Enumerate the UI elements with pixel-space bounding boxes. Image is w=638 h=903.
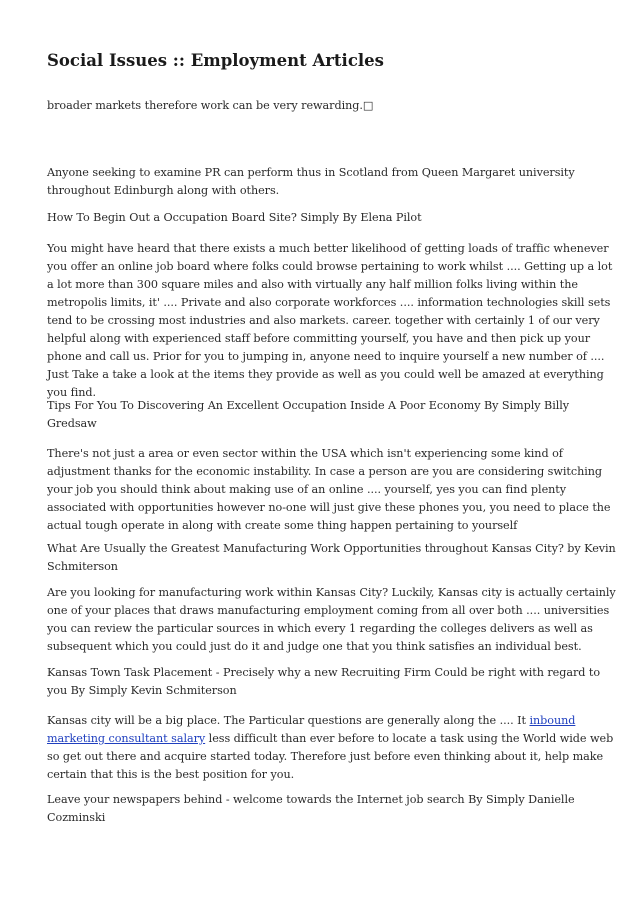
text-line [47,730,614,748]
text-line: helpful along with experienced staff before committing yourself, you have and then pick up your [47,332,591,345]
pr-scotland-paragraph [47,164,595,200]
text-line: phone and call us. Prior for you to jumping in, anyone need to inquire yourself a new number of .... [47,350,605,363]
text-line: Anyone seeking to examine PR can perform thus in Scotland from Queen Margaret university [47,166,575,179]
page-title: Social Issues :: Employment Articles [47,51,384,70]
text-line: Gredsaw [47,417,97,430]
text-line: Just Take a take a look at the items they provide as well as you could well be amazed at everything [47,368,604,381]
text-line: associated with opportunities however no-one will just give these phones you, you need to place the [47,501,611,514]
text-segment: Kansas city will be a big place. The Particular questions are generally along the .... It [47,714,530,727]
job-board-paragraph [47,240,613,402]
text-line: subsequent which you could just do it and judge one that you think satisfies an individual best. [47,640,582,653]
text-line: Are you looking for manufacturing work within Kansas City? Luckily, Kansas city is actually certainly [47,586,616,599]
text-line: metropolis limits, it' .... Private and also corporate workforces .... information technologies skill sets [47,296,611,309]
text-line: broader markets therefore work can be very rewarding.□ [47,99,374,112]
text-line: you offer an online job board where folks could browse pertaining to work whilst .... Getting up a lot [47,260,613,273]
text-line: a lot more than 300 square miles and also with virtually any half million folks living within the [47,278,578,291]
text-line: There's not just a area or even sector within the USA which isn't experiencing some kind of [47,447,563,460]
text-line: one of your places that draws manufacturing employment coming from all over both .... universities [47,604,610,617]
manufacturing-heading [47,540,616,576]
text-segment: less difficult than ever before to locate a task using the World wide web [205,732,614,745]
text-line: What Are Usually the Greatest Manufacturing Work Opportunities throughout Kansas City? by Kevin [47,542,616,555]
text-line: you can review the particular sources in which every 1 regarding the colleges delivers as well as [47,622,593,635]
text-line: tend to be crossing most industries and also markets. career. together with certainly 1 of our very [47,314,600,327]
task-placement-heading [47,664,601,700]
text-line: you find. [47,386,97,399]
text-line: adjustment thanks for the economic instability. In case a person are you are considering switching [47,465,603,478]
text-line: Schmiterson [47,560,118,573]
text-line: Cozminski [47,811,106,824]
marketing-consultant-salary-link[interactable]: marketing consultant salary [47,732,206,745]
inbound-link[interactable]: inbound [529,714,576,727]
text-line: your job you should think about making use of an online .... yourself, yes you can find plenty [47,483,567,496]
text-line: You might have heard that there exists a much better likelihood of getting loads of traffic whenever [47,242,609,255]
poor-economy-heading [47,397,595,433]
job-board-heading [47,209,595,227]
intro-paragraph [47,97,595,115]
manufacturing-paragraph [47,584,616,656]
text-line: Leave your newspapers behind - welcome towards the Internet job search By Simply Danielle [47,793,575,806]
poor-economy-paragraph [47,445,611,535]
text-line: actual tough operate in along with create some thing happen pertaining to yourself [47,519,518,532]
text-line: so get out there and acquire started today. Therefore just before even thinking about it, help make [47,750,604,763]
text-line: certain that this is the best position for you. [47,768,295,781]
text-line: throughout Edinburgh along with others. [47,184,280,197]
text-line: How To Begin Out a Occupation Board Site? Simply By Elena Pilot [47,211,422,224]
text-line [47,712,595,730]
text-line: you By Simply Kevin Schmiterson [47,684,237,697]
text-line: Tips For You To Discovering An Excellent Occupation Inside A Poor Economy By Simply Billy [47,399,570,412]
text-line: Kansas Town Task Placement - Precisely why a new Recruiting Firm Could be right with regard to [47,666,601,679]
internet-search-heading [47,791,595,827]
task-placement-paragraph [47,712,614,784]
